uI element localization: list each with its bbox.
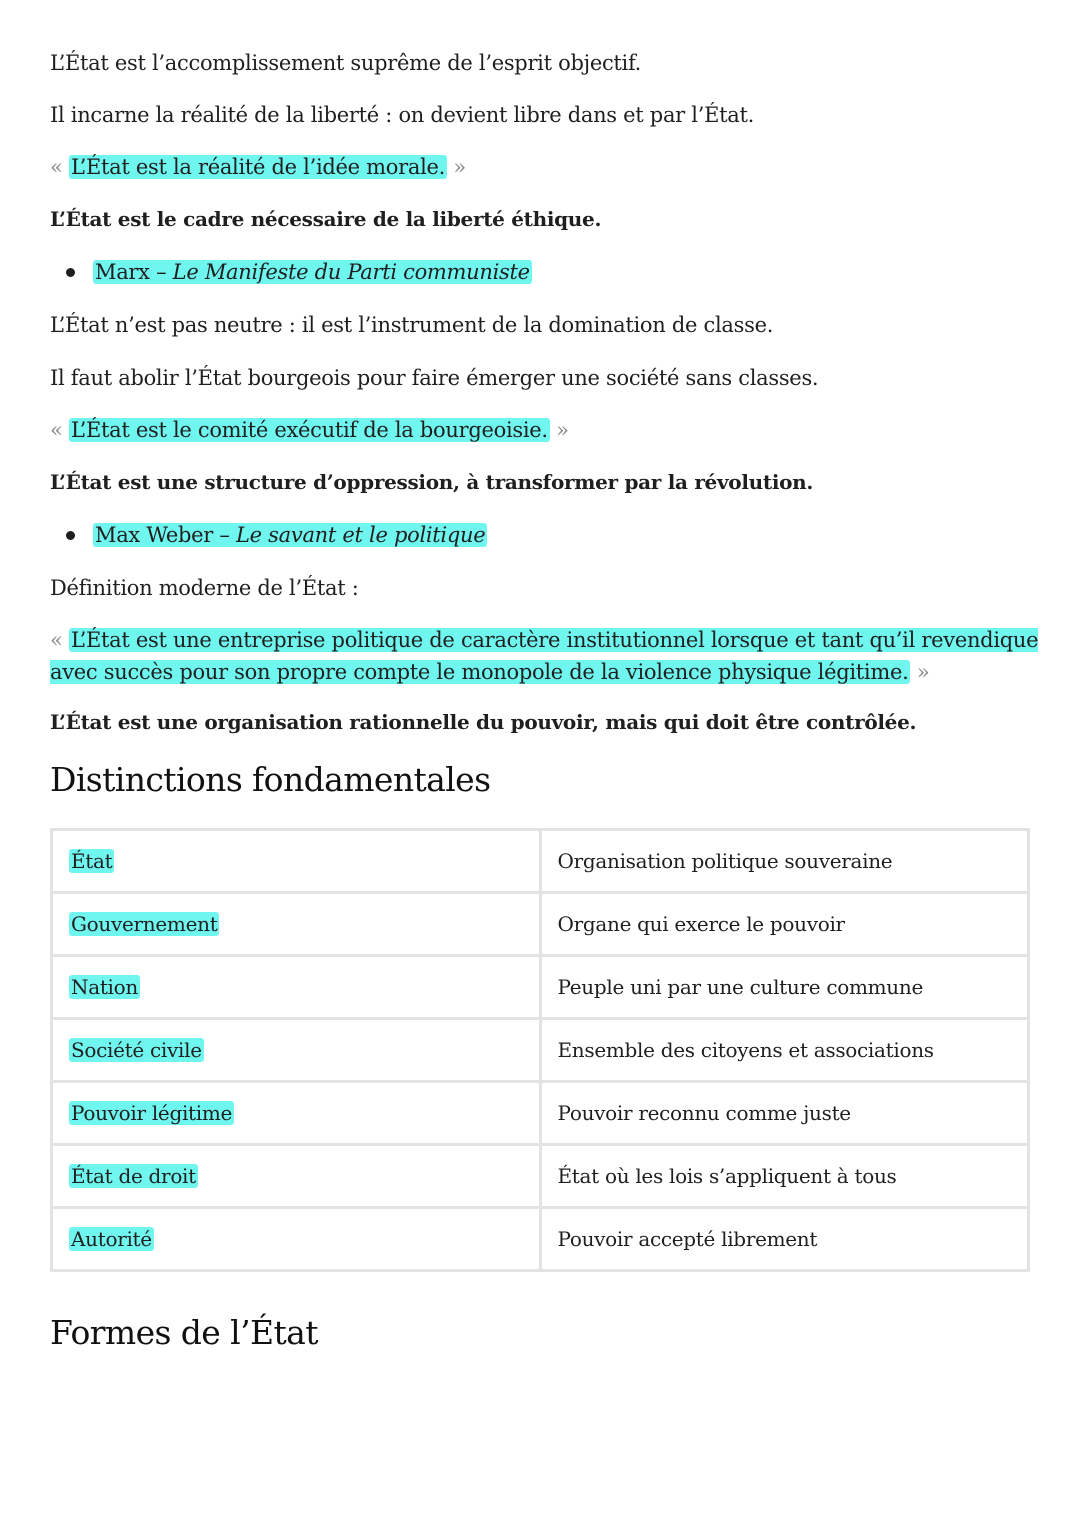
author-marx: Marx – bbox=[95, 260, 167, 284]
definition-cell: Pouvoir reconnu comme juste bbox=[540, 1082, 1029, 1145]
open-quote: « bbox=[50, 155, 63, 179]
term-cell bbox=[52, 1208, 541, 1271]
bullet-weber bbox=[66, 519, 1040, 551]
summary-marx: L’État est une structure d’oppression, à transformer par la révolution. bbox=[50, 470, 814, 494]
work-savant: Le savant et le politique bbox=[236, 523, 486, 547]
term-label: Nation bbox=[71, 975, 138, 999]
quote-marx bbox=[50, 414, 1040, 446]
work-manifeste: Le Manifeste du Parti communiste bbox=[172, 260, 530, 284]
author-work-highlight bbox=[93, 523, 487, 547]
bullet-dot-icon bbox=[66, 268, 75, 277]
close-quote: » bbox=[556, 418, 569, 442]
highlighted-quote: L’État est la réalité de l’idée morale. bbox=[70, 155, 445, 179]
highlighted-quote: L’État est le comité exécutif de la bourgeoisie. bbox=[70, 418, 548, 442]
term-cell bbox=[52, 830, 541, 893]
definition-cell: Peuple uni par une culture commune bbox=[540, 956, 1029, 1019]
heading-distinctions: Distinctions fondamentales bbox=[50, 760, 491, 799]
term-label: Autorité bbox=[71, 1227, 152, 1251]
open-quote: « bbox=[50, 418, 63, 442]
summary-weber: L’État est une organisation rationnelle du pouvoir, mais qui doit être contrôlée. bbox=[50, 710, 917, 734]
quote-weber bbox=[50, 624, 1040, 688]
definition-cell: Ensemble des citoyens et associations bbox=[540, 1019, 1029, 1082]
paragraph-liberte: Il incarne la réalité de la liberté : on devient libre dans et par l’État. bbox=[50, 103, 754, 127]
bullet-marx bbox=[66, 256, 1040, 288]
table-row bbox=[52, 830, 1029, 893]
close-quote: » bbox=[916, 660, 930, 684]
table-row bbox=[52, 1019, 1029, 1082]
paragraph-esprit-objectif: L’État est l’accomplissement suprême de l’esprit objectif. bbox=[50, 51, 642, 75]
heading-formes: Formes de l’État bbox=[50, 1313, 318, 1352]
open-quote: « bbox=[50, 628, 63, 652]
paragraph-definition: Définition moderne de l’État : bbox=[50, 576, 359, 600]
table-row bbox=[52, 893, 1029, 956]
definition-cell: État où les lois s’appliquent à tous bbox=[540, 1145, 1029, 1208]
term-cell bbox=[52, 1082, 541, 1145]
table-row bbox=[52, 956, 1029, 1019]
term-label: État de droit bbox=[71, 1164, 196, 1188]
term-cell bbox=[52, 893, 541, 956]
table-row bbox=[52, 1208, 1029, 1271]
bullet-dot-icon bbox=[66, 531, 75, 540]
distinctions-table bbox=[50, 828, 1030, 1272]
definition-cell: Organe qui exerce le pouvoir bbox=[540, 893, 1029, 956]
table-row bbox=[52, 1082, 1029, 1145]
term-cell bbox=[52, 956, 541, 1019]
definition-cell: Organisation politique souveraine bbox=[540, 830, 1029, 893]
highlighted-quote: L’État est une entreprise politique de caractère institutionnel lorsque et tant qu’il revendique avec succès pour son propre compte le monopole de la violence physique légitime. bbox=[50, 628, 1039, 684]
term-cell bbox=[52, 1019, 541, 1082]
term-cell bbox=[52, 1145, 541, 1208]
close-quote: » bbox=[453, 155, 466, 179]
term-label: Pouvoir légitime bbox=[71, 1101, 233, 1125]
author-weber: Max Weber – bbox=[95, 523, 230, 547]
author-work-highlight bbox=[93, 260, 532, 284]
term-label: Société civile bbox=[71, 1038, 202, 1062]
table-row bbox=[52, 1145, 1029, 1208]
term-label: État bbox=[71, 849, 113, 873]
paragraph-abolir: Il faut abolir l’État bourgeois pour faire émerger une société sans classes. bbox=[50, 366, 819, 390]
term-label: Gouvernement bbox=[71, 912, 218, 936]
paragraph-domination: L’État n’est pas neutre : il est l’instrument de la domination de classe. bbox=[50, 313, 774, 337]
quote-hegel bbox=[50, 151, 1040, 183]
definition-cell: Pouvoir accepté librement bbox=[540, 1208, 1029, 1271]
summary-hegel: L’État est le cadre nécessaire de la liberté éthique. bbox=[50, 207, 602, 231]
